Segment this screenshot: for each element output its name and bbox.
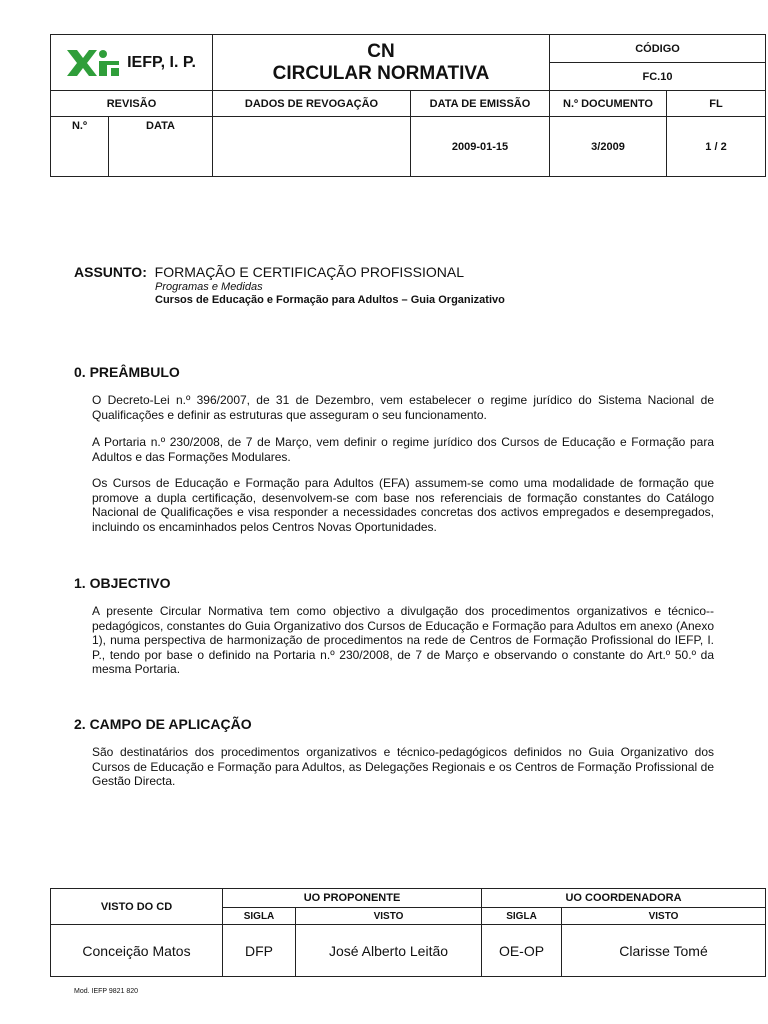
visto-cd-label: VISTO DO CD [51, 889, 223, 925]
doc-type-cell [213, 35, 550, 91]
assunto-label: ASSUNTO: [74, 264, 147, 280]
assunto-block [74, 264, 714, 306]
paragraph: A Portaria n.º 230/2008, de 7 de Março, vem definir o regime jurídico dos Cursos de Educação e Formação para Adultos e das Formações Modulares. [92, 435, 714, 464]
sub-data: DATA [109, 117, 213, 177]
paragraph: A presente Circular Normativa tem como objectivo a divulgação dos procedimentos organizativos e técnico--pedagógicos, constantes do Guia Organizativo dos Cursos de Educação e Formação para Adultos em anexo (Anexo 1), numa perspectiva de harmonização de procedimentos na rede de Centros de Formação Profissional do IEFP, I. P., tendo por base o definido na Portaria n.º 230/2008, de 7 de Março e observando o constante do Art.º 50.º da mesma Portaria. [92, 604, 714, 676]
paragraph: Os Cursos de Educação e Formação para Adultos (EFA) assumem-se como uma modalidade de formação que promove a dupla certificação, desenvolvem-se com base nos referenciais de formação constantes do Catálogo Nacional de Qualificações e visa responder a necessidades concretas dos activos empregados e desempregados, incluindo os encaminhados pelos Centros Novas Oportunidades. [92, 476, 714, 534]
logo-cell [51, 35, 213, 91]
iefp-logo-icon [67, 48, 119, 78]
coordenadora-sigla: OE-OP [482, 925, 562, 977]
paragraph: O Decreto-Lei n.º 396/2007, de 31 de Dezembro, vem estabelecer o regime jurídico do Sistema Nacional de Qualificações e definir as estruturas que asseguram o seu funcionamento. [92, 393, 714, 422]
doc-type-code: CN [367, 40, 395, 62]
doc-type-name: CIRCULAR NORMATIVA [272, 62, 490, 84]
col-revisao: REVISÃO [51, 91, 213, 117]
uo-proponente-label: UO PROPONENTE [223, 889, 482, 908]
col-n-documento: N.º DOCUMENTO [550, 91, 667, 117]
uo-coordenadora-label: UO COORDENADORA [482, 889, 766, 908]
form-reference: Mod. IEFP 9821 820 [74, 988, 139, 995]
n-documento-value: 3/2009 [550, 117, 667, 177]
sigla-label: SIGLA [482, 908, 562, 925]
data-emissao-value: 2009-01-15 [411, 117, 550, 177]
visto-cd-value: Conceição Matos [51, 925, 223, 977]
assunto-title: FORMAÇÃO E CERTIFICAÇÃO PROFISSIONAL [154, 264, 464, 280]
proponente-sigla: DFP [223, 925, 296, 977]
visto-label: VISTO [562, 908, 766, 925]
assunto-detail: Cursos de Educação e Formação para Adultos – Guia Organizativo [155, 294, 505, 306]
proponente-visto: José Alberto Leitão [296, 925, 482, 977]
visto-label: VISTO [296, 908, 482, 925]
dados-revogacao-value [213, 117, 411, 177]
approval-table [50, 888, 766, 977]
col-dados-revogacao: DADOS DE REVOGAÇÃO [213, 91, 411, 117]
section-heading: 1. OBJECTIVO [74, 575, 171, 591]
document-header [50, 34, 766, 177]
fl-value: 1 / 2 [667, 117, 766, 177]
coordenadora-visto: Clarisse Tomé [562, 925, 766, 977]
col-fl: FL [667, 91, 766, 117]
codigo-value: FC.10 [550, 63, 766, 91]
section-heading: 0. PREÂMBULO [74, 364, 180, 380]
assunto-subtitle: Programas e Medidas [155, 281, 263, 293]
col-data-emissao: DATA DE EMISSÃO [411, 91, 550, 117]
section-heading: 2. CAMPO DE APLICAÇÃO [74, 716, 252, 732]
sigla-label: SIGLA [223, 908, 296, 925]
paragraph: São destinatários dos procedimentos organizativos e técnico-pedagógicos definidos no Guia Organizativo dos Cursos de Educação e Formação para Adultos, as Delegações Regionais e os Centros de Formação Profissional de Gestão Directa. [92, 745, 714, 788]
org-name: IEFP, I. P. [127, 53, 196, 71]
sub-no: N.º [51, 117, 109, 177]
codigo-label: CÓDIGO [550, 35, 766, 63]
